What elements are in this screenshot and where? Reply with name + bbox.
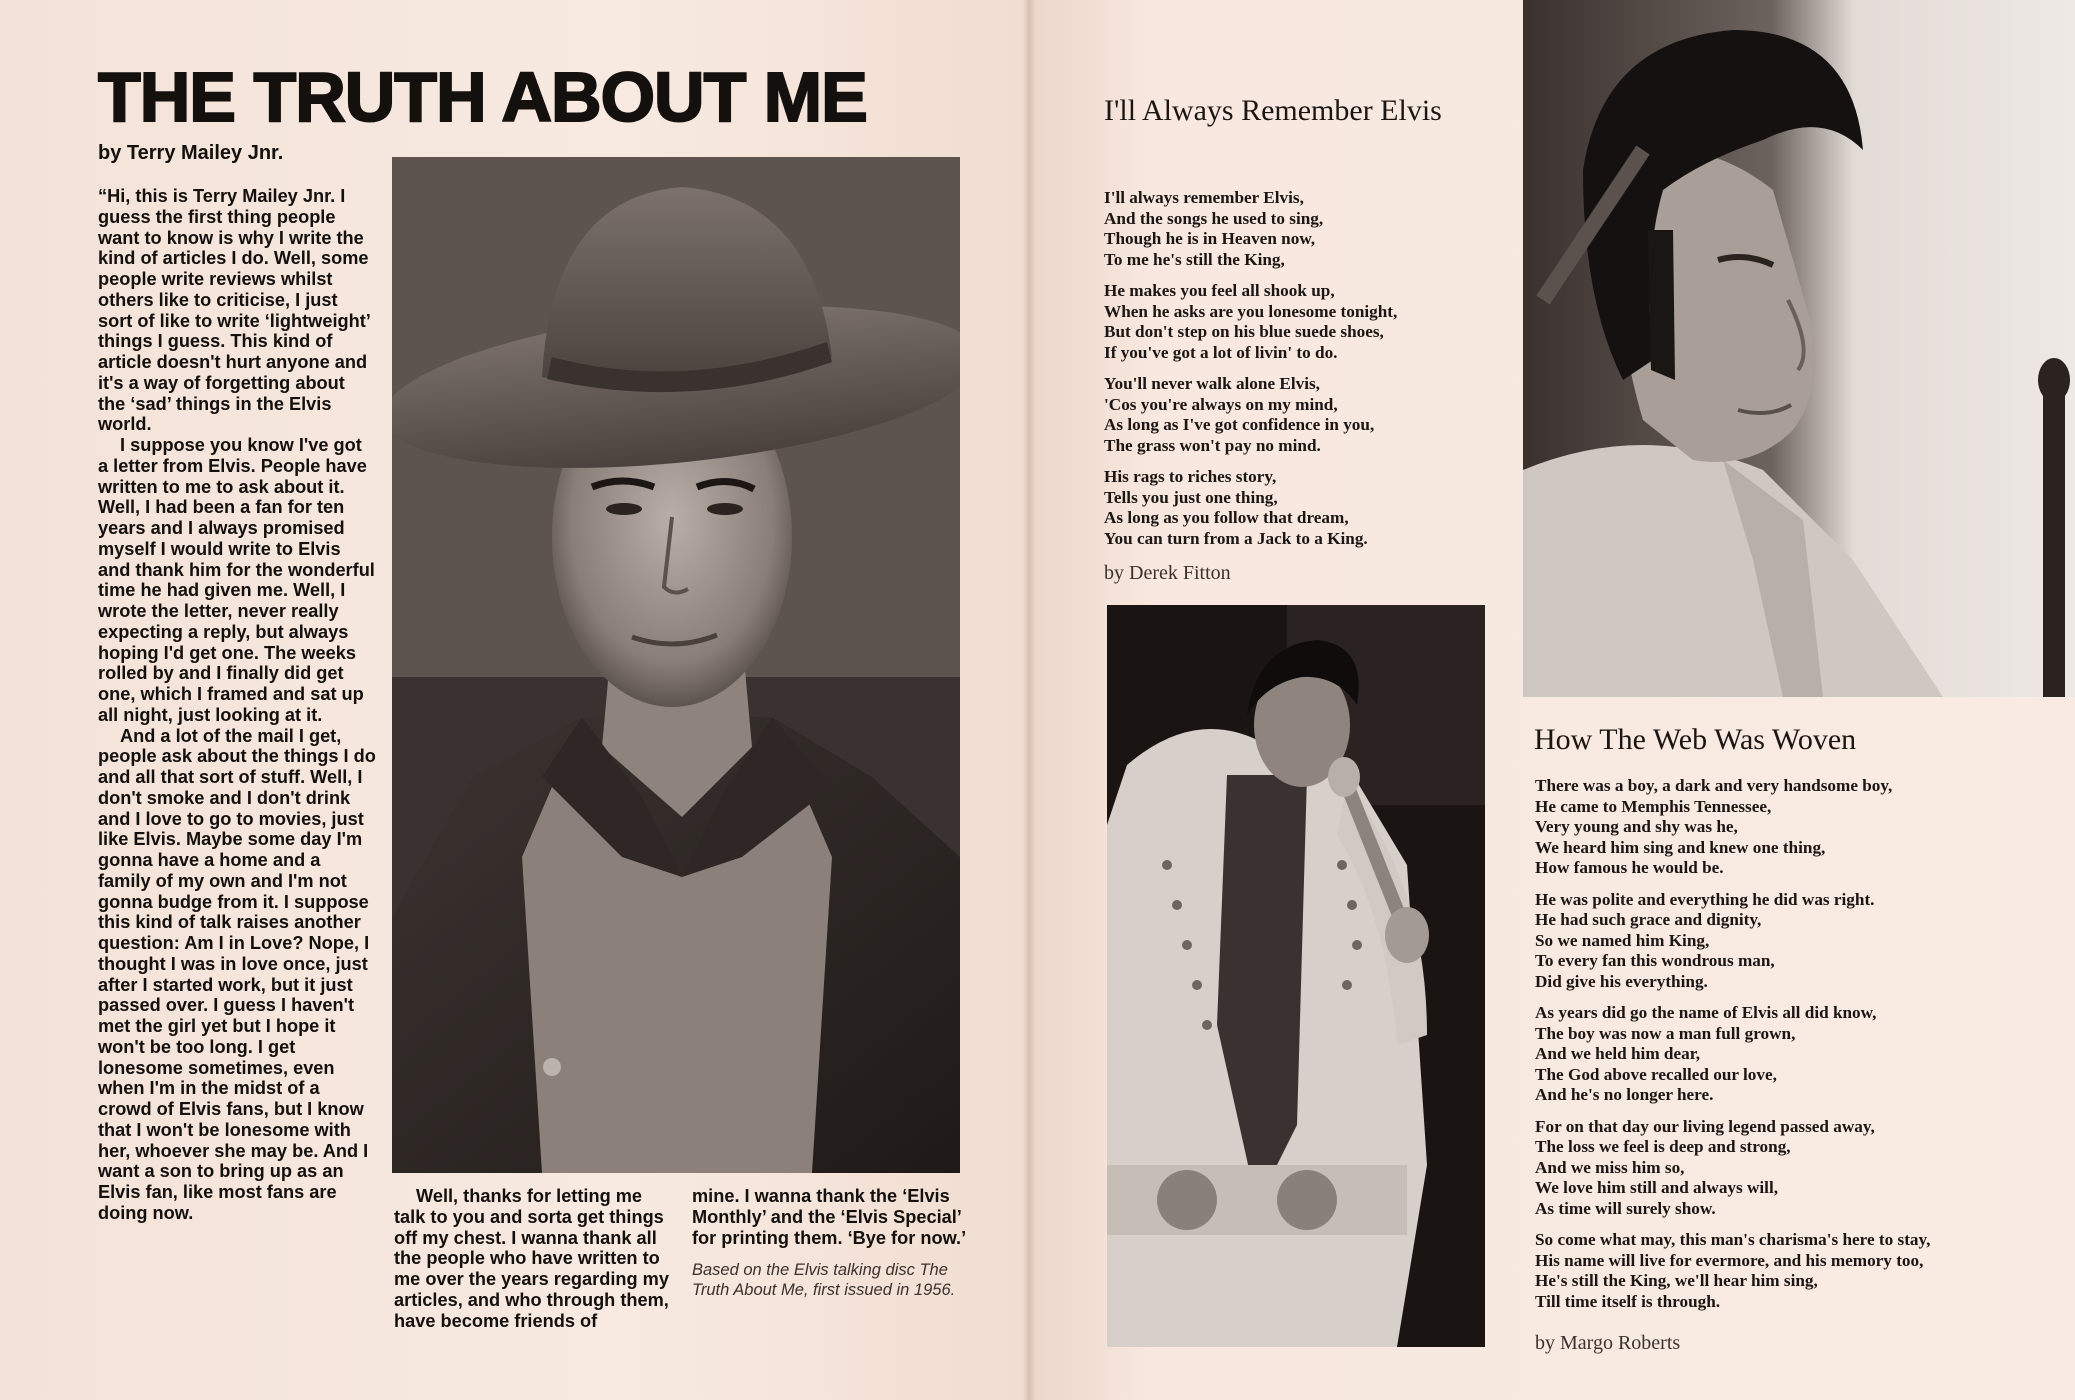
poem-line: His rags to riches story, xyxy=(1104,467,1277,486)
poem-line: And we miss him so, xyxy=(1535,1157,1685,1177)
poem-line: To me he's still the King, xyxy=(1104,249,1285,269)
portrait-photo-illustration xyxy=(1523,0,2075,697)
poem-stanza xyxy=(1535,776,2035,879)
poem-stanza xyxy=(1535,1117,2035,1220)
portrait-photo xyxy=(1523,0,2075,697)
poem-line: The boy was now a man full grown, xyxy=(1535,1023,1796,1043)
poem1-body xyxy=(1104,188,1504,560)
poem-line: His name will live for evermore, and his memory too, xyxy=(1535,1250,1924,1270)
poem-line: The loss we feel is deep and strong, xyxy=(1535,1137,1791,1156)
article-column-1 xyxy=(98,186,376,1224)
article-column-3 xyxy=(692,1186,972,1300)
poem-line: There was a boy, a dark and very handsome boy, xyxy=(1535,776,1893,795)
article-paragraph: “Hi, this is Terry Mailey Jnr. I guess the first thing people want to know is why I write the kind of articles I do. Well, some people write reviews whilst others like to criticise, I just sort of like to write ‘lightweight’ things I guess. This kind of article doesn't hurt anyone and it's a way of forgetting about the ‘sad’ things in the Elvis world. xyxy=(98,186,370,435)
poem-stanza xyxy=(1104,281,1504,363)
poem-line: We heard him sing and knew one thing, xyxy=(1535,837,1826,857)
poem-line: As long as I've got confidence in you, xyxy=(1104,415,1375,434)
poem-line: When he asks are you lonesome tonight, xyxy=(1104,301,1398,321)
poem-line: If you've got a lot of livin' to do. xyxy=(1104,342,1338,362)
poem-line: He was polite and everything he did was right. xyxy=(1535,889,1875,909)
poem-line: Very young and shy was he, xyxy=(1535,817,1738,836)
poem-line: He came to Memphis Tennessee, xyxy=(1535,796,1772,816)
article-column-2 xyxy=(394,1186,676,1331)
poem-line: As time will surely show. xyxy=(1535,1198,1716,1218)
poem-line: As years did go the name of Elvis all did know, xyxy=(1535,1003,1877,1022)
poem2-title: How The Web Was Woven xyxy=(1534,723,1857,756)
poem-line: Though he is in Heaven now, xyxy=(1104,229,1316,248)
article-credit: Based on the Elvis talking disc The Truth About Me, first issued in 1956. xyxy=(692,1261,956,1300)
poem-line: So we named him King, xyxy=(1535,930,1710,950)
stage-photo-illustration xyxy=(1107,605,1485,1347)
stage-photo xyxy=(1107,605,1485,1347)
article-paragraph: And a lot of the mail I get, people ask about the things I do and all that sort of stuff. Well, I don't smoke and I don't drink and I love to go to movies, just like Elvis. Maybe some day I'm gonna have a home and a family of my own and I'm not gonna budge from it. I suppose this kind of talk raises another question: Am I in Love? Nope, I thought I was in love once, just after I started work, but it just passed over. I guess I haven't met the girl yet but I hope it won't be too long. I get lonesome sometimes, even when I'm in the midst of a crowd of Elvis fans, but I know that I won't be lonesome with her, whoever she may be. And I want a son to bring up as an Elvis fan, like most fans are doing now. xyxy=(98,725,376,1223)
poem-line: For on that day our living legend passed away, xyxy=(1535,1116,1875,1136)
poem-stanza xyxy=(1104,374,1504,456)
poem-line: How famous he would be. xyxy=(1535,858,1724,877)
poem-line: You can turn from a Jack to a King. xyxy=(1104,528,1368,548)
article-headline: THE TRUTH ABOUT ME xyxy=(98,58,867,136)
poem-line: So come what may, this man's charisma's here to stay, xyxy=(1535,1230,1931,1249)
poem-stanza xyxy=(1104,467,1504,549)
poem-line: And the songs he used to sing, xyxy=(1104,208,1324,228)
poem-line: He had such grace and dignity, xyxy=(1535,910,1762,929)
poem2-byline: by Margo Roberts xyxy=(1535,1332,1681,1354)
poem-stanza xyxy=(1535,890,2035,993)
article-paragraph: I suppose you know I've got a letter from Elvis. People have written to me to ask about it. Well, I had been a fan for ten years and I always promised myself I would write to Elvis and thank him for the wonderful time he had given me. Well, I wrote the letter, never really expecting a reply, but always hoping I'd get one. The weeks rolled by and I finally did get one, which I framed and sat up all night, just looking at it. xyxy=(98,435,375,725)
cowboy-photo xyxy=(392,157,960,1173)
poem-line: The grass won't pay no mind. xyxy=(1104,435,1321,455)
poem-stanza xyxy=(1104,188,1504,270)
poem-line: He makes you feel all shook up, xyxy=(1104,281,1335,300)
cowboy-photo-illustration xyxy=(392,157,960,1173)
article-paragraph: Well, thanks for letting me talk to you and sorta get things off my chest. I wanna thank all the people who have written to me over the years regarding my articles, and who through them, have become friends of xyxy=(394,1186,669,1331)
poem-stanza xyxy=(1535,1230,2035,1312)
poem-line: I'll always remember Elvis, xyxy=(1104,188,1304,207)
poem-line: You'll never walk alone Elvis, xyxy=(1104,374,1320,393)
article-byline: by Terry Mailey Jnr. xyxy=(98,142,284,164)
poem-line: Till time itself is through. xyxy=(1535,1291,1721,1311)
poem-line: Did give his everything. xyxy=(1535,971,1708,991)
poem-line: We love him still and always will, xyxy=(1535,1178,1779,1197)
poem-line: But don't step on his blue suede shoes, xyxy=(1104,322,1384,341)
poem-line: Tells you just one thing, xyxy=(1104,487,1278,507)
poem-line: 'Cos you're always on my mind, xyxy=(1104,394,1338,414)
poem-line: He's still the King, we'll hear him sing, xyxy=(1535,1271,1818,1290)
poem2-body xyxy=(1535,776,2035,1323)
poem-line: And we held him dear, xyxy=(1535,1044,1701,1063)
article-paragraph: mine. I wanna thank the ‘Elvis Monthly’ and the ‘Elvis Special’ for printing them. ‘Bye for now.’ xyxy=(692,1186,967,1248)
poem1-byline: by Derek Fitton xyxy=(1104,562,1231,584)
poem1-title: I'll Always Remember Elvis xyxy=(1104,94,1442,127)
poem-line: And he's no longer here. xyxy=(1535,1085,1714,1104)
poem-stanza xyxy=(1535,1003,2035,1106)
page-gutter xyxy=(1022,0,1036,1400)
poem-line: To every fan this wondrous man, xyxy=(1535,951,1775,970)
poem-line: The God above recalled our love, xyxy=(1535,1064,1777,1084)
poem-line: As long as you follow that dream, xyxy=(1104,508,1349,527)
